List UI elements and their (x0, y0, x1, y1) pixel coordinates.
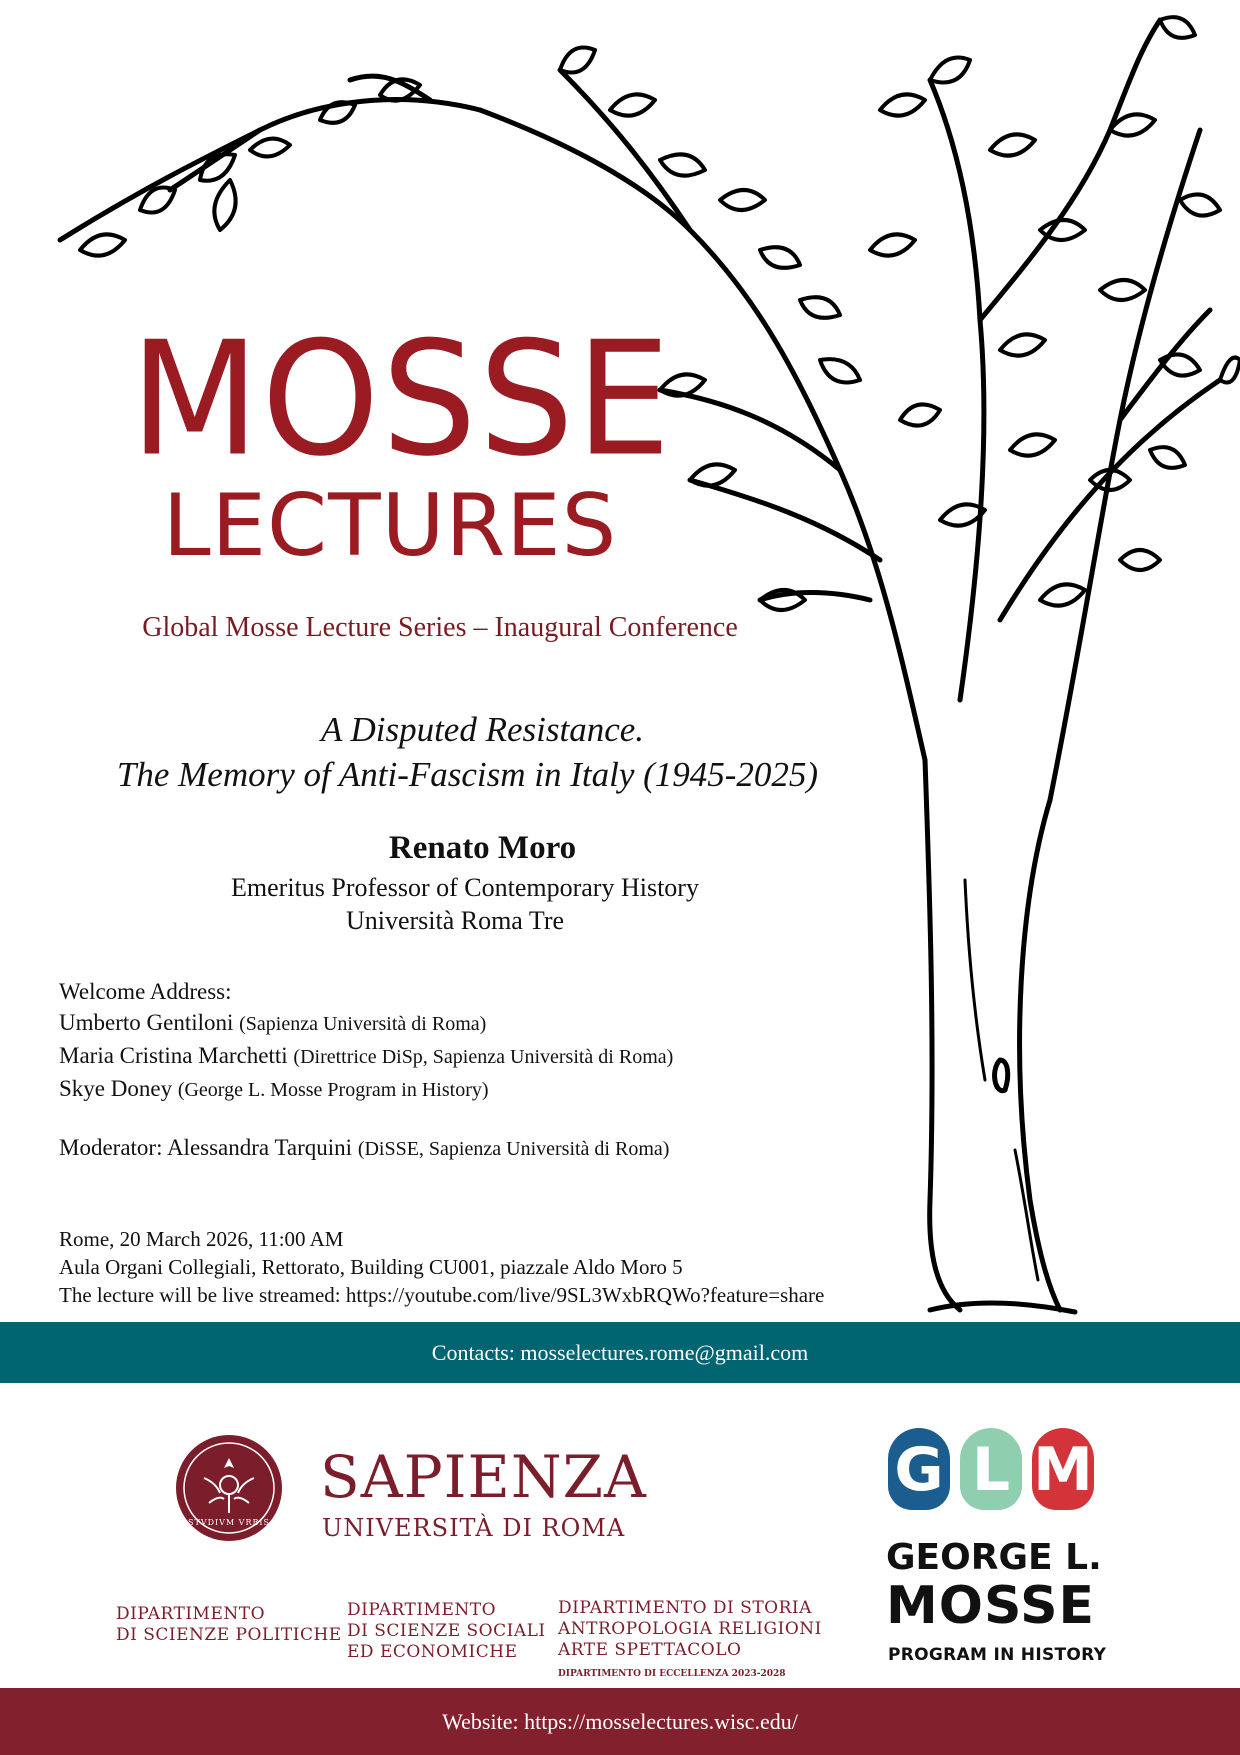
glm-letter-m: M (1032, 1428, 1094, 1510)
seal-text: STVDIVM VRBIS (188, 1518, 270, 1527)
sapienza-subtitle: UNIVERSITÀ DI ROMA (322, 1514, 626, 1542)
department-logo: DIPARTIMENTO DI STORIA ANTROPOLOGIA RELIGIONI ARTE SPETTACOLO DIPARTIMENTO DI ECCELLENZA 2023-2028 (558, 1598, 822, 1679)
series-title: Global Mosse Lecture Series – Inaugural Conference (142, 612, 738, 643)
glm-letter-l: L (960, 1428, 1022, 1510)
sapienza-name: SAPIENZA (320, 1443, 647, 1511)
event-location: Aula Organi Collegiali, Rettorato, Building CU001, piazzale Aldo Moro 5 (59, 1255, 683, 1279)
speaker-name: Renato Moro (388, 830, 577, 866)
welcome-speaker: Umberto Gentiloni (Sapienza Università di Roma) (59, 1010, 487, 1035)
logo-line-mosse: MOSSE (130, 308, 673, 492)
speaker-university: Università Roma Tre (345, 906, 565, 935)
sapienza-seal-icon (174, 1433, 284, 1543)
glm-letter-g: G (888, 1428, 950, 1510)
website-bar[interactable]: Website: https://mosselectures.wisc.edu/ (0, 1688, 1240, 1755)
welcome-speaker: Skye Doney (George L. Mosse Program in History) (59, 1076, 489, 1101)
glm-name-line: GEORGE L. (886, 1537, 1102, 1578)
department-logo: DIPARTIMENTO DI SCIENZE SOCIALI ED ECONOMICHE (347, 1600, 546, 1662)
lecture-title-line1: A Disputed Resistance. (320, 710, 645, 749)
department-logo: DIPARTIMENTO DI SCIENZE POLITICHE (116, 1604, 342, 1645)
glm-mosse-line: MOSSE (886, 1576, 1096, 1636)
moderator-line: Moderator: Alessandra Tarquini (DiSSE, Sapienza Università di Roma) (59, 1135, 670, 1160)
event-details (59, 1225, 824, 1309)
mosse-lectures-logo (130, 308, 673, 576)
lecture-title-line2: The Memory of Anti-Fascism in Italy (1945-2025) (116, 755, 819, 794)
welcome-speaker: Maria Cristina Marchetti (Direttrice DiSp, Sapienza Università di Roma) (59, 1043, 674, 1068)
glm-program-line: PROGRAM IN HISTORY (888, 1645, 1107, 1665)
contacts-bar[interactable]: Contacts: mosselectures.rome@gmail.com (0, 1322, 1240, 1383)
event-datetime: Rome, 20 March 2026, 11:00 AM (59, 1227, 344, 1251)
welcome-heading: Welcome Address: (59, 979, 232, 1004)
speaker-role: Emeritus Professor of Contemporary History (231, 873, 699, 902)
welcome-address-block (59, 976, 673, 1106)
logo-line-lectures: LECTURES (162, 476, 618, 576)
event-stream-link[interactable]: The lecture will be live streamed: https://youtube.com/live/9SL3WxbRQWo?feature=share (59, 1283, 825, 1307)
